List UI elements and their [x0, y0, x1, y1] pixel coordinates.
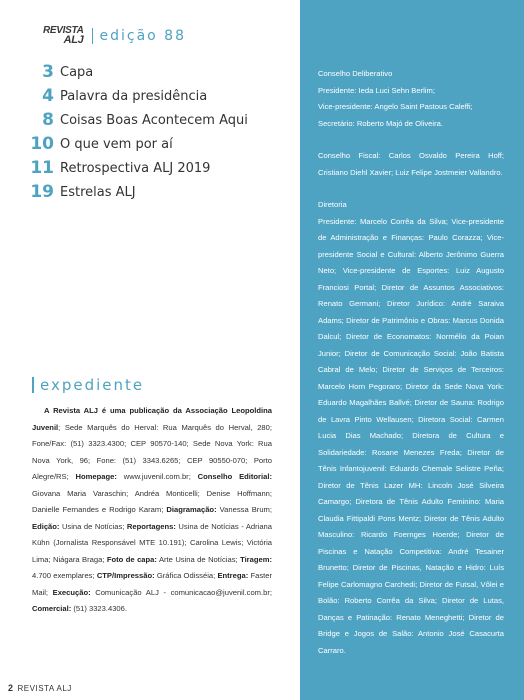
conselho-deliberativo [318, 66, 504, 132]
toc-title: Capa [60, 64, 94, 80]
comercial: (51) 3323.4306. [71, 604, 127, 613]
toc-title: Estrelas ALJ [60, 184, 136, 200]
masthead [43, 27, 186, 45]
diretoria-text: Presidente: Marcelo Corrêa da Silva; Vice-presidente de Administração e Finanças: Paulo Corazza; Vice-presidente Social e Cultural: Alberto Jerônimo Guerra Neto; Vice-presidente de Esportes: Luiz Augusto Franciosi Portal; Diretor de Assuntos Associativos: Renato Germani; Diretor Jurídico: André Saraiva Adams; Diretor de Patrimônio e Obras: Marcus Donida Dalcul; Diretor de Economatos: Normélio da Poian Junior; Diretor de Comunicação Social: João Batista Cabral de Melo; Diretor de Serviços de Terceiros: Marcelo Horn Pegoraro; Diretor da Sede Nova York: Eduardo Magalhães Ballvé; Diretor de Sauna: Rodrigo de Lavra Pinto Wellausen; Diretora Social: Carmen Lucia Dias Machado; Diretora de Cultura e Solidariedade: Rosane Menezes Freda; Diretor de Tênis Infantojuvenil: Eduardo Chemale Selistre Peña; Diretor de Tênis Lazer MH: Lincoln José Silveira Camargo; Diretora de Tênis Adulto Feminino: Maria Claudia Fittipaldi Pons Mentz; Diretor de Tênis Adulto Masculino: Ricardo Foernges Hoerde; Diretor de Piscinas e Natação Competitiva: André Tesainer Brunetto; Diretor de Piscinas, Natação e Hidro: Luís Felipe Carlomagno Carchedi; Diretor de Futsal, Vôlei e Bolão: Roberto Corrêa da Silva; Diretor de Lutas, Danças e Patinação: Renato Meneghetti; Diretor de Bridge e Jogos de Salão: Antonio José Casacurta Carraro. [318, 216, 504, 655]
toc-item[interactable] [30, 84, 248, 108]
diagramacao: Vanessa Brum; [216, 505, 272, 514]
reportagens-label: Reportagens: [126, 521, 176, 531]
diretoria [318, 197, 504, 659]
comercial-label: Comercial: [32, 604, 72, 613]
execucao-label: Execução: [52, 587, 91, 597]
toc-page-number: 19 [30, 182, 54, 202]
expediente-intro: A Revista ALJ é uma publicação da Associação Leopoldina Juvenil [32, 406, 272, 432]
toc-page-number: 4 [42, 86, 54, 106]
edition-label: edição 88 [99, 27, 186, 44]
ctp-label: CTP/Impressão: [96, 571, 155, 580]
expediente-heading [32, 376, 144, 394]
diagramacao-label: Diagramação: [166, 505, 217, 514]
edicao-label: Edição: [32, 521, 60, 531]
toc-title: Coisas Boas Acontecem Aqui [60, 112, 248, 128]
tiragem: 4.700 exemplares; [32, 571, 97, 580]
conselho-deliberativo-line: Secretário: Roberto Majó de Oliveira. [318, 118, 443, 128]
conselho-fiscal [318, 148, 504, 181]
foto-capa-label: Foto de capa: [106, 554, 157, 564]
diretoria-title: Diretoria [318, 200, 347, 209]
conselho-fiscal-text: Conselho Fiscal: Carlos Osvaldo Pereira Hoff; Cristiano Diehl Xavier; Luiz Felipe Jostmeier Vallandro. [318, 151, 504, 177]
ctp: Gráfica Odisséia; [154, 571, 218, 580]
table-of-contents [30, 60, 248, 204]
expediente-text [32, 403, 272, 618]
expediente-sede: ; Sede Marquês do Herval: Rua Marquês do Herval, 280; Fone/Fax: (51) 3323.4300; CEP 90570-140; Sede Nova York: Rua Nova York, 96; Fone: (51) 3343.6265; CEP 90550-070; Porto Alegre/RS; [32, 422, 272, 481]
toc-item[interactable] [30, 156, 248, 180]
board-list [318, 66, 504, 675]
conselho-deliberativo-line: Vice-presidente: Angelo Saint Pastous Caleffi; [318, 102, 473, 111]
edicao: Usina de Notícias; [59, 521, 127, 531]
toc-page-number: 3 [42, 62, 54, 82]
toc-item[interactable] [30, 180, 248, 204]
logo-line-1: REVISTA [43, 25, 84, 36]
revista-alj-logo [43, 27, 84, 45]
page-footer [8, 683, 72, 693]
toc-page-number: 8 [42, 110, 54, 130]
reportagens: Usina de Notícias - Adriana Kühn (Jornalista Responsável MTE 10.191); Carolina Lewis; Victória Lima; Niágara Braga; [32, 521, 273, 564]
expediente-bar [32, 377, 34, 393]
toc-title: Retrospectiva ALJ 2019 [60, 160, 211, 176]
toc-page-number: 11 [30, 158, 54, 178]
toc-page-number: 10 [30, 134, 54, 154]
homepage-label: Homepage: [75, 472, 117, 481]
tiragem-label: Tiragem: [240, 554, 272, 564]
conselho-deliberativo-title: Conselho Deliberativo [318, 69, 393, 78]
entrega-label: Entrega: [217, 571, 249, 580]
toc-title: O que vem por aí [60, 136, 173, 152]
toc-item[interactable] [30, 60, 248, 84]
toc-item[interactable] [30, 132, 248, 156]
logo-line-2: ALJ [63, 33, 84, 46]
conselho-editorial-label: Conselho Editorial: [197, 472, 272, 481]
page-number: 2 [8, 683, 14, 693]
edition-divider [92, 28, 93, 44]
toc-item[interactable] [30, 108, 248, 132]
conselho-deliberativo-line: Presidente: Ieda Luci Sehn Berlim; [318, 85, 435, 95]
foto-capa: Arte Usina de Notícias; [156, 554, 241, 564]
expediente-title: expediente [40, 376, 145, 394]
homepage-link[interactable]: www.juvenil.com.br; [116, 472, 198, 481]
toc-title: Palavra da presidência [60, 88, 208, 104]
conselho-editorial: Giovana Maria Varaschin; Andréa Monticelli; Denise Hoffmann; Danielle Fernandes e Rodrigo Karam; [32, 488, 272, 514]
footer-publication: REVISTA ALJ [17, 684, 72, 693]
entrega: Faster Mail; [32, 571, 272, 597]
execucao: Comunicação ALJ - comunicacao@juvenil.com.br; [90, 587, 272, 597]
